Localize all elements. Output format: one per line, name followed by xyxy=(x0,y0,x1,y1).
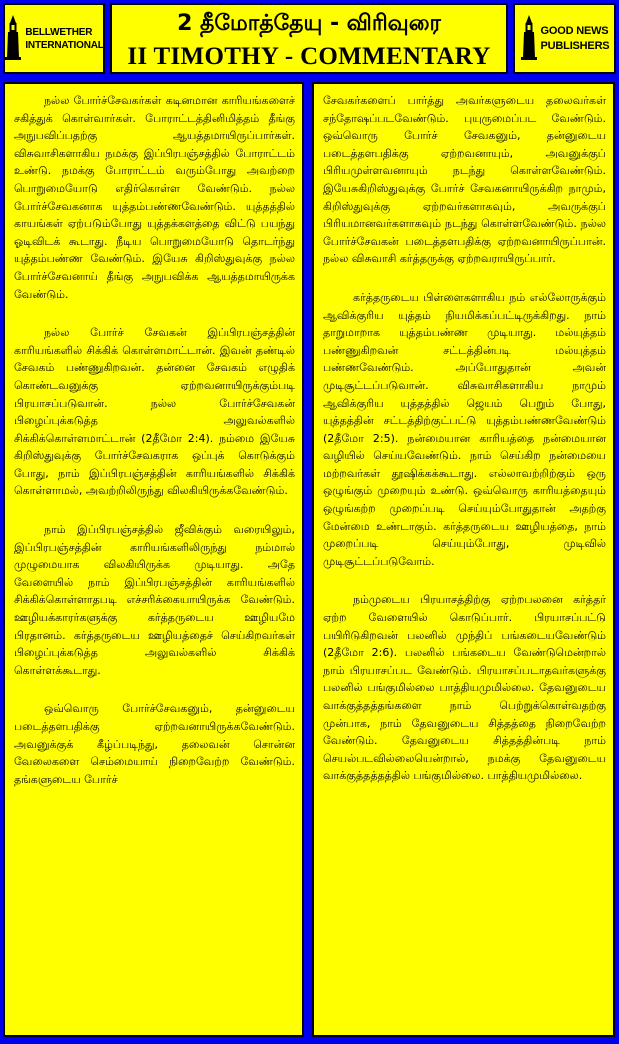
paragraph: நாம் இப்பிரபஞ்சத்தில் ஜீவிக்கும் வரையிலும், இப்பிரபஞ்சத்தின் காரியங்களிலிருந்து நம்மால் முழுமையாக விலகியிருக்க முடியாது. அதே வேளையில் நாம் இப்பிரபஞ்சத்தின் காரியங்களில் சிக்கிக்கொள்ளாதபடி எச்சரிக்கையாயிருக்க வேண்டும். ஊழியக்காரர்களுக்கு கர்த்தருடைய ஊழியமே பிரதானம். கர்த்தருடைய ஊழியத்தைச் செய்கிறவர்கள் பிழைப்புக்கடுத்த அலுவல்களில் சிக்கிக் கொள்ளக்கூடாது. xyxy=(14,523,295,677)
paragraph: கர்த்தருடைய பிள்ளைகளாகிய நம் எல்லோருக்கும் ஆவிக்குரிய யுத்தம் நியமிக்கப்பட்டிருக்கிறது. நாம் தாறுமாறாக யுத்தம்பண்ண முடியாது. மல்யுத்தம் பண்ணுகிறவன் சட்டத்தின்படி மல்யுத்தம் பண்ணவேண்டும். அப்போதுதான் அவன் முடிசூட்டப்படுவான். விசுவாசிகளாகிய நாமும் ஆவிக்குரிய யுத்தத்தில் ஜெயம் பெறும் போது, யுத்தத்தின் சட்டத்திற்குட்பட்டு யுத்தம்பண்ணவேண்டும் (2தீமோ 2:5). நன்மையான காரியத்தை நன்மையான வழியில் செய்யவேண்டும். நாம் செய்கிற நன்மையை மற்றவர்கள் தூஷிக்கக்கூடாது. எல்லாவற்றிற்கும் ஒரு ஒழுங்கும் முறையும் உண்டு. ஒவ்வொரு காரியத்தையும் ஒழுங்கற்ற முறைப்படி செய்யும்போதுதான் அதற்கு மேன்மை உண்டாகும். கர்த்தருடைய ஊழியத்தை, நாம் முறைப்படி செய்யும்போது, முடிவில் முடிசூட்டப்படுவோம். xyxy=(323,290,606,568)
paragraph: நம்முடைய பிரயாசத்திற்கு ஏற்றபலனை கர்த்தர் ஏற்ற வேளையில் கொடுப்பார். பிரயாசப்பட்டு பயிரிடுகிறவன் பலனில் முந்திப் பங்கடையவேண்டும் (2தீமோ 2:6). பலனில் பங்கடைய வேண்டுமென்றால் நாம் பிரயாசப்பட வேண்டும். பிரயாசப்படாதவர்களுக்கு பலனில் பங்குமில்லை பாத்தியமுமில்லை. தேவனுடைய வாக்குத்தத்தங்களை நாம் பெற்றுக்கொள்வதற்கு முன்பாக, நாம் தேவனுடைய சித்தத்தை நிறைவேற்ற வேண்டும். தேவனுடைய சித்தத்தின்படி நாம் செயல்படவில்லையென்றால், நமக்கு தேவனுடைய வாக்குத்தத்தத்தில் பங்குமில்லை. பாத்தியமுமில்லை. xyxy=(323,593,606,783)
title-english: II TIMOTHY - COMMENTARY xyxy=(127,43,491,70)
title-box xyxy=(110,3,508,74)
logo-right-line1: GOOD NEWS xyxy=(540,24,609,37)
logo-left xyxy=(3,3,105,74)
bell-tower-icon xyxy=(520,14,538,64)
left-column xyxy=(3,82,304,1037)
logo-left-line2: INTERNATIONAL xyxy=(25,39,104,51)
title-tamil: 2 தீமோத்தேயு - விரிவுரை xyxy=(177,11,441,36)
bell-tower-icon xyxy=(4,14,22,64)
paragraph: நல்ல போர்ச் சேவகன் இப்பிரபஞ்சத்தின் காரியங்களில் சிக்கிக் கொள்ளமாட்டான். இவன் தண்டில் சேவகம் பண்ணுகிறவன். தன்னை சேவகம் எழுதிக் கொண்டவனுக்கு ஏற்றவனாயிருக்கும்படி பிரயாசப்படுவான். நல்ல போர்ச்சேவகன் பிழைப்புக்கடுத்த அலுவல்களில் சிக்கிக்கொள்ளமாட்டான் (2தீமோ 2:4). நம்மை இயேசு கிறிஸ்துவுக்கு போர்ச்சேவகராக ஒப்புக் கொடுக்கும் போது, நாம் இப்பிரபஞ்சத்தின் காரியங்களில் சிக்கிக் கொள்ளாமல், அவற்றிலிருந்து விலகியிருக்கவேண்டும். xyxy=(14,326,295,498)
paragraph: நல்ல போர்ச்சேவகர்கள் கடினமான காரியங்களைச் சகித்துக் கொள்வார்கள். போராட்டத்தினிமித்தம் தீங்கு அநுபவிப்பதற்கு ஆயத்தமாயிருப்பார்கள். விசுவாசிகளாகிய நமக்கு இப்பிரபஞ்சத்தில் போராட்டம் உண்டு. நமக்கு போராட்டம் வரும்போது அவற்றை பொறுமையோடு எதிர்கொள்ள வேண்டும். நல்ல போர்ச்சேவகனாக யுத்தம்பண்ணவேண்டும். யுத்தத்தில் காயங்கள் ஏற்படும்போது யுத்தக்களத்தை விட்டு பயந்து ஓடிவிடக் கூடாது. நீடிய பொறுமையோடு தொடர்ந்து யுத்தம்பண்ண வேண்டும். இயேசு கிறிஸ்துவுக்கு நல்ல போர்ச்சேவனாய் தீங்கு அநுபவிக்க ஆயத்தமாயிருக்க வேண்டும். xyxy=(14,94,295,301)
paragraph-continued: சேவகர்களைப் பார்த்து அவர்களுடைய தலைவர்கள் சந்தோஷப்படவேண்டும். புயுருமைப்பட வேண்டும். ஒவ்வொரு போர்ச் சேவகனும், தன்னுடைய படைத்தளபதிக்கு ஏற்றவனாயும், அவனுக்குப் பிரியமுள்ளவனாயும் நடந்து கொள்ளவேண்டும். இயேசுகிறிஸ்துவுக்கு போர்ச் சேவகனாயிருக்கிற நாமும், கிறிஸ்துவுக்கு ஏற்றவர்களாகவும், அவருக்குப் பிரியமானவர்களாகவும் நடந்து கொள்ளவேண்டும். நல்ல போர்ச்சேவகன் படைத்தளபதிக்கு ஏற்றவனாயிருப்பான். நல்ல விசுவாசி கர்த்தருக்கு ஏற்றவராயிருப்பார். xyxy=(323,94,606,266)
logo-right xyxy=(513,3,616,74)
paragraph: ஒவ்வொரு போர்ச்சேவகனும், தன்னுடைய படைத்தளபதிக்கு ஏற்றவனாயிருக்கவேண்டும். அவனுக்குக் கீழ்ப்படிந்து, தலைவன் சொன்ன வேலைகளை செம்மையாய் நிறைவேற்ற வேண்டும். தங்களுடைய போர்ச் xyxy=(14,702,295,786)
logo-left-line1: BELLWETHER xyxy=(25,26,93,38)
logo-right-line2: PUBLISHERS xyxy=(540,39,610,52)
logo-right-text xyxy=(541,24,610,54)
logo-left-text xyxy=(25,26,103,52)
right-column xyxy=(312,82,615,1037)
